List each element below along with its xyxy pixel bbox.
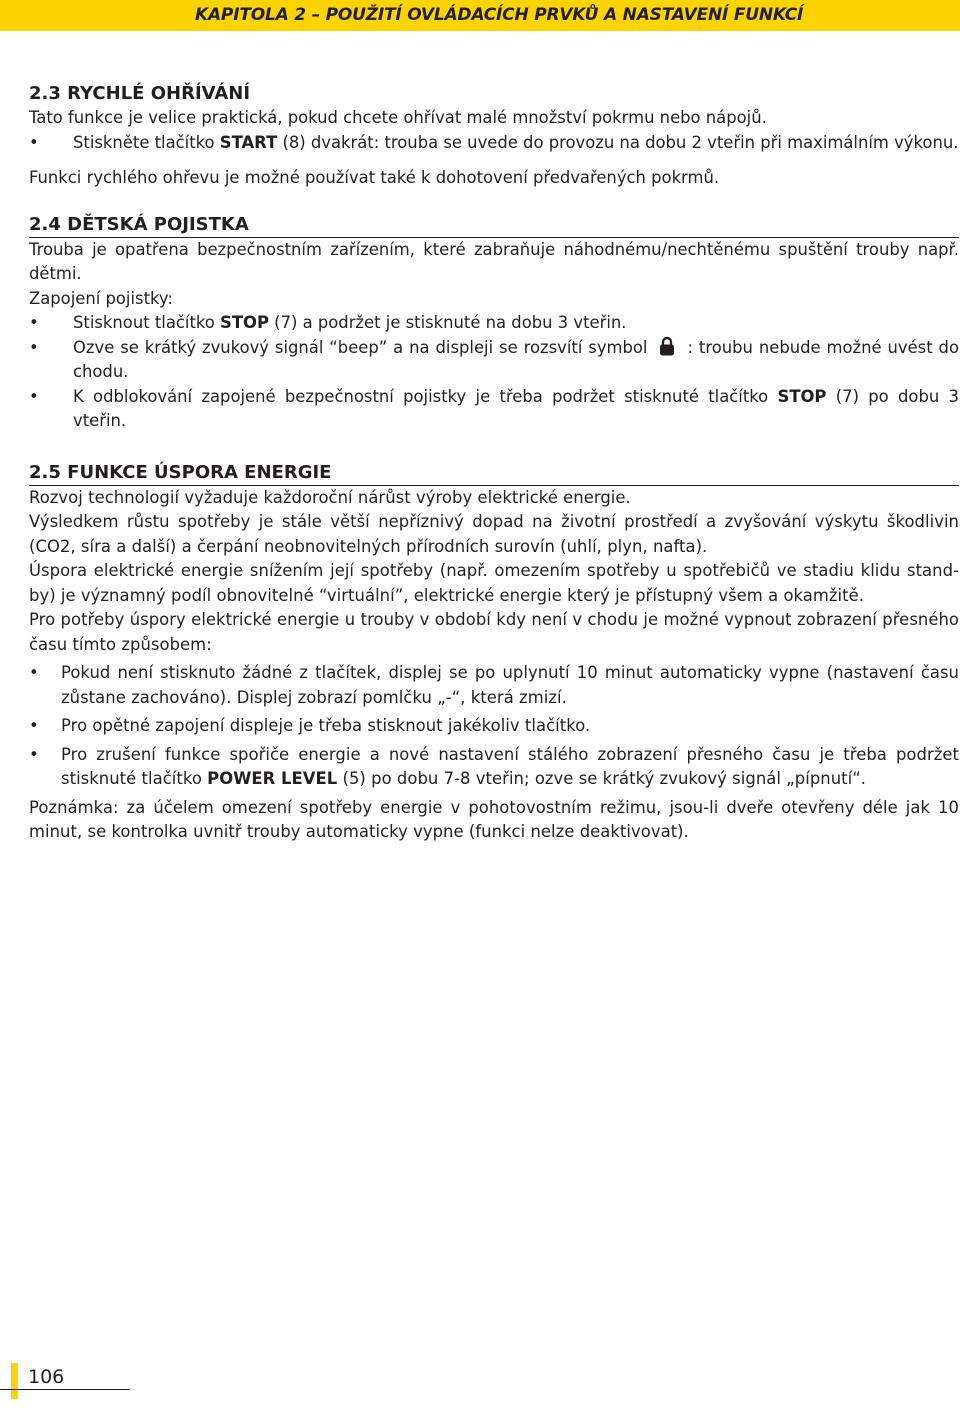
list-item-text: K odblokování zapojené bezpečnostní pojistky je třeba podržet stisknuté tlačítko — [73, 386, 778, 406]
list-item-text: (7) a podržet je stisknuté na dobu 3 vteřin. — [268, 313, 627, 332]
footer-accent-bar — [11, 1363, 18, 1399]
list-item — [29, 385, 959, 434]
chapter-title: KAPITOLA 2 – POUŽITÍ OVLÁDACÍCH PRVKŮ A NASTAVENÍ FUNKCÍ — [195, 5, 804, 25]
paragraph: Funkci rychlého ohřevu je možné používat také k dohotovení předvařených pokrmů. — [29, 168, 720, 187]
list-item-text: Pro opětné zapojení displeje je třeba stisknout jakékoliv tlačítko. — [61, 716, 591, 735]
list-item — [29, 661, 959, 710]
section-title-child-lock: 2.4 DĚTSKÁ POJISTKA — [29, 213, 959, 238]
section-quick-heating — [29, 82, 959, 191]
list-item-text: Stisknout tlačítko — [73, 313, 221, 332]
list-item-text: Pro zrušení funkce spořiče energie a nové nastavení stálého zobrazení přesného času je třeba podržet stisknuté tlačítko — [61, 744, 959, 788]
list-item — [29, 743, 959, 792]
list-item — [29, 131, 959, 156]
paragraph: Pro potřeby úspory elektrické energie u trouby v období kdy není v chodu je možné vypnout zobrazení přesného času tímto způsobem: — [29, 610, 959, 654]
section-title-energy-saving: 2.5 FUNKCE ÚSPORA ENERGIE — [29, 461, 959, 486]
button-name: POWER LEVEL — [207, 769, 338, 788]
paragraph: Trouba je opatřena bezpečnostním zařízením, které zabraňuje náhodnému/nechtěnému spuštění trouby např. dětmi. — [29, 239, 959, 283]
bullet-dot: • — [29, 386, 39, 406]
section-energy-saving — [29, 461, 959, 845]
list-item-text: : troubu nebude možné uvést do chodu. — [73, 337, 959, 381]
button-name: START — [219, 132, 278, 152]
list-item — [29, 714, 959, 739]
paragraph: Rozvoj technologií vyžaduje každoroční nárůst výroby elektrické energie. — [29, 487, 631, 507]
list-item-text: (7) po dobu 3 vteřin. — [73, 386, 959, 430]
section-title-quick-heating: 2.3 RYCHLÉ OHŘÍVÁNÍ — [29, 83, 251, 104]
page-number: 106 — [28, 1366, 65, 1388]
list-item-text: (8) dvakrát: trouba se uvede do provozu na dobu 2 vteřin při maximálním výkonu. — [277, 132, 959, 152]
header-bar — [0, 0, 960, 31]
paragraph: Tato funkce je velice praktická, pokud chcete ohřívat malé množství pokrmu nebo nápojů. — [29, 108, 767, 127]
bullet-dot: • — [29, 132, 39, 152]
footer-divider — [0, 1389, 130, 1390]
list-item-text: Ozve se krátký zvukový signál “beep” a na displeji se rozsvítí symbol — [73, 337, 648, 357]
lock-icon — [659, 336, 675, 356]
bullet-dot: • — [29, 716, 39, 735]
button-name: STOP — [777, 386, 827, 406]
page-content — [29, 82, 959, 845]
bullet-dot: • — [29, 744, 39, 764]
list-item — [29, 311, 959, 336]
bullet-dot: • — [29, 313, 39, 332]
list-item-text: Stiskněte tlačítko — [73, 132, 220, 152]
subtitle: Zapojení pojistky: — [29, 288, 173, 308]
bullet-dot: • — [29, 663, 39, 682]
note-paragraph: Poznámka: za účelem omezení spotřeby energie v pohotovostním režimu, jsou-li dveře otevřeny déle jak 10 minut, se kontrolka uvnitř trouby automaticky vypne (funkci nelze deaktivovat). — [29, 797, 959, 841]
button-name: STOP — [220, 313, 269, 332]
list-item-text: Pokud není stisknuto žádné z tlačítek, displej se po uplynutí 10 minut automaticky vypne (nastavení času zůstane zachováno). Displej zobrazí pomlčku „-“, která zmizí. — [61, 663, 959, 707]
list-item-text: (5) po dobu 7-8 vteřin; ozve se krátký zvukový signál „pípnutí“. — [337, 769, 867, 788]
bullet-dot: • — [29, 337, 39, 357]
section-child-lock — [29, 213, 959, 434]
paragraph: Výsledkem růstu spotřeby je stále větší nepříznivý dopad na životní prostředí a zvyšování výskytu škodlivin (CO2, síra a další) a čerpání neobnovitelných přírodních surovín (uhlí, plyn, nafta). — [29, 512, 959, 556]
paragraph: Úspora elektrické energie snížením její spotřeby (např. omezením spotřeby u spotřebičů ve stadiu klidu stand-by) je významný podíl obnovitelné “virtuální”, elektrické energie který je přístupný všem a okamžitě. — [29, 561, 959, 605]
list-item — [29, 336, 959, 385]
